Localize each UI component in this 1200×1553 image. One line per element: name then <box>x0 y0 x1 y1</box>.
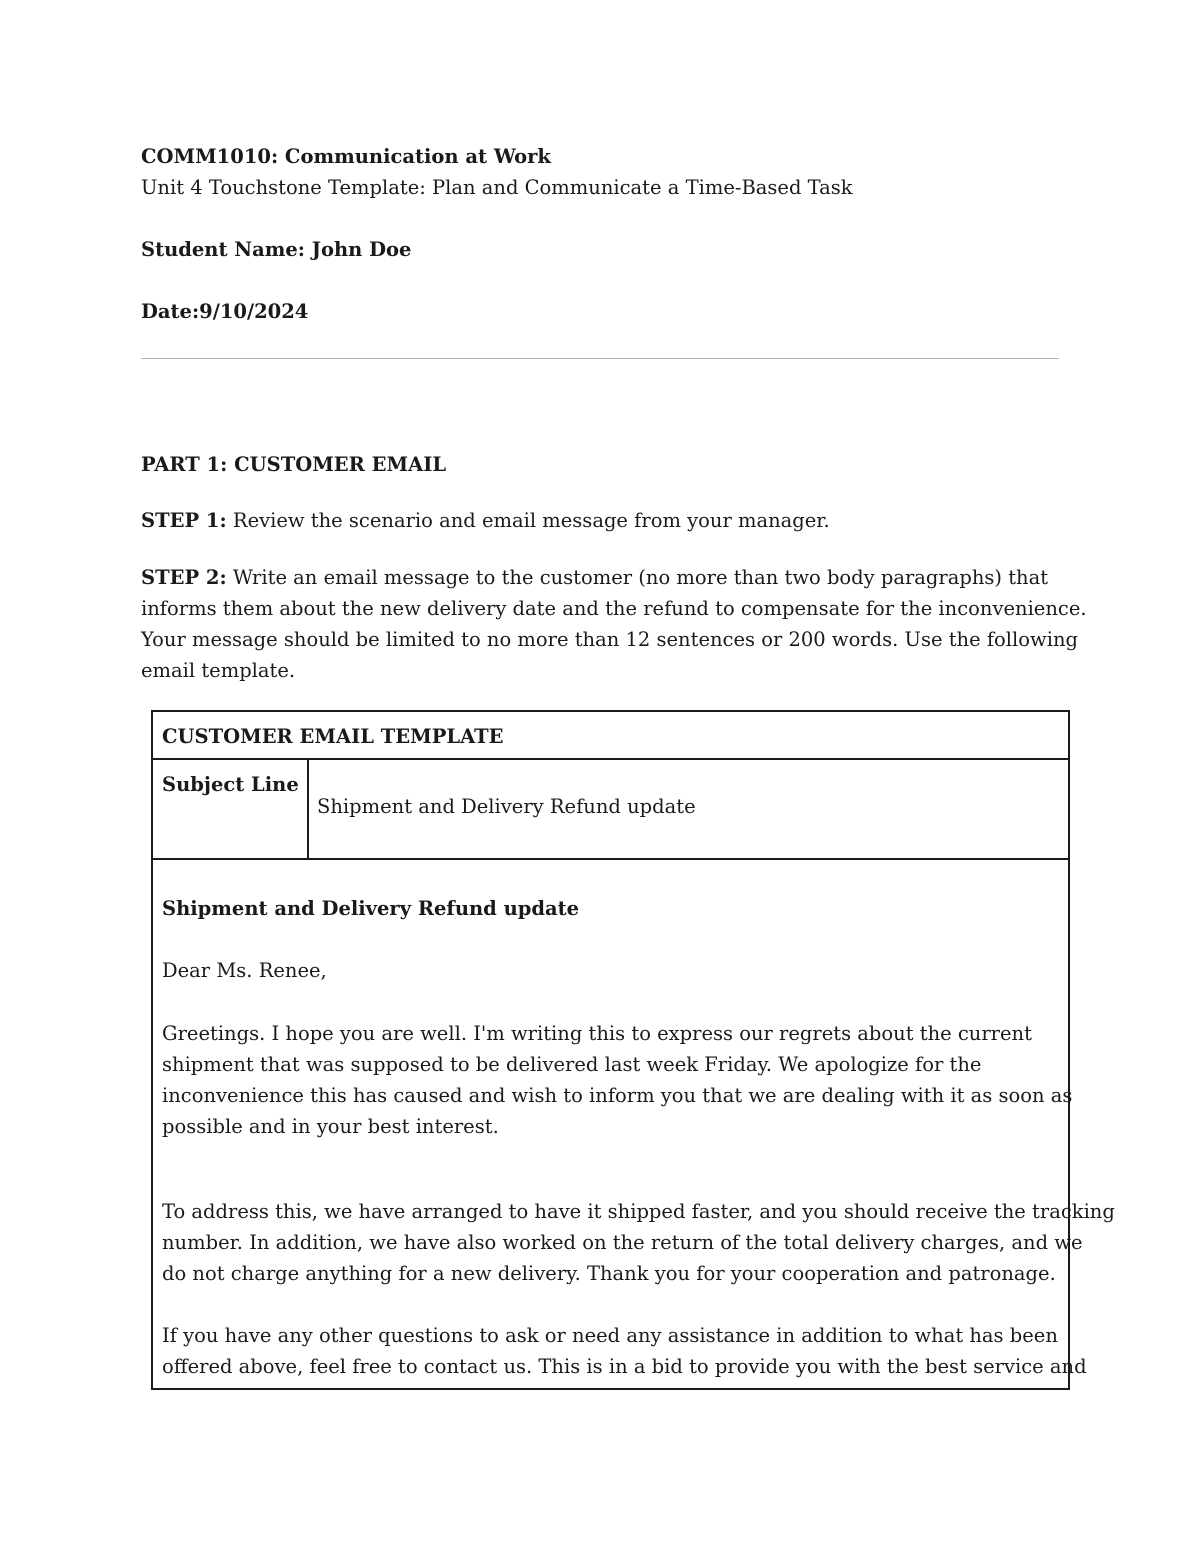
step2-line: Your message should be limited to no more than 12 sentences or 200 words. Use the following <box>141 628 1078 651</box>
document-subtitle: Unit 4 Touchstone Template: Plan and Communicate a Time-Based Task <box>141 176 853 199</box>
table-header-row <box>153 712 1068 760</box>
step1-text: Review the scenario and email message from your manager. <box>226 509 830 532</box>
horizontal-rule <box>141 358 1059 359</box>
paragraph-line: inconvenience this has caused and wish to inform you that we are dealing with it as soon as <box>162 1084 1073 1107</box>
step1-label: STEP 1: <box>141 509 227 532</box>
submission-date: Date:9/10/2024 <box>141 300 309 323</box>
column-divider <box>307 760 309 858</box>
salutation-text: Dear Ms. Renee, <box>162 959 327 982</box>
email-paragraph-1 <box>162 1018 1073 1142</box>
paragraph-line: possible and in your best interest. <box>162 1115 499 1138</box>
step2-line: Write an email message to the customer (no more than two body paragraphs) that <box>226 566 1049 589</box>
step2 <box>141 562 1087 686</box>
customer-email-template-table <box>151 710 1115 1390</box>
student-name: Student Name: John Doe <box>141 238 412 261</box>
step2-line: informs them about the new delivery date and the refund to compensate for the inconvenience. <box>141 597 1087 620</box>
email-body-title <box>162 893 1062 924</box>
email-salutation <box>162 955 1062 986</box>
course-title: COMM1010: Communication at Work <box>141 145 551 168</box>
step2-line: email template. <box>141 659 296 682</box>
paragraph-line: offered above, feel free to contact us. This is in a bid to provide you with the best service and <box>162 1355 1087 1378</box>
table-header: CUSTOMER EMAIL TEMPLATE <box>162 725 504 748</box>
step2-label: STEP 2: <box>141 566 227 589</box>
part1-title: PART 1: CUSTOMER EMAIL <box>141 453 447 476</box>
paragraph-line: To address this, we have arranged to have it shipped faster, and you should receive the tracking <box>162 1200 1115 1223</box>
paragraph-line: shipment that was supposed to be delivered last week Friday. We apologize for the <box>162 1053 982 1076</box>
subject-line-value: Shipment and Delivery Refund update <box>317 795 696 818</box>
email-body-heading: Shipment and Delivery Refund update <box>162 897 580 920</box>
paragraph-line: Greetings. I hope you are well. I'm writing this to express our regrets about the current <box>162 1022 1032 1045</box>
subject-row <box>153 760 1068 860</box>
email-paragraph-3 <box>162 1320 1087 1382</box>
email-paragraph-2 <box>162 1196 1115 1289</box>
step1 <box>141 505 830 536</box>
subject-line-label: Subject Line <box>162 773 299 796</box>
paragraph-line: If you have any other questions to ask or need any assistance in addition to what has been <box>162 1324 1058 1347</box>
paragraph-line: do not charge anything for a new delivery. Thank you for your cooperation and patronage. <box>162 1262 1056 1285</box>
paragraph-line: number. In addition, we have also worked on the return of the total delivery charges, and we <box>162 1231 1083 1254</box>
